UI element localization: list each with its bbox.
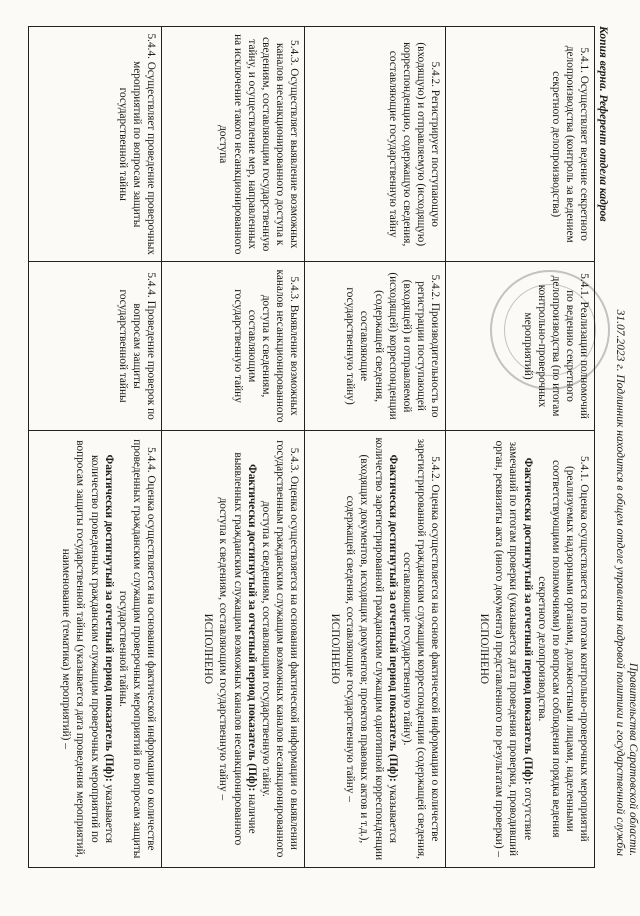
assessment-text: 5.4.2. Оценка осуществляется на основе фактической информации о количестве зарегистрированной гражданским служащим корреспонденции (содержащей сведения, составляющие государственную тайну). bbox=[400, 438, 441, 860]
table-row bbox=[305, 27, 446, 868]
assessment-cell bbox=[29, 430, 162, 867]
assessment-cell bbox=[446, 430, 595, 867]
indicator-text: наличие выявленных гражданским служащим возможных каналов несанкционированного доступа к сведениям, составляющим государственную тайну – bbox=[217, 452, 258, 846]
status-completed: ИСПОЛНЕНО bbox=[202, 613, 215, 685]
header-line-government: Правительства Саратовской области. bbox=[627, 662, 639, 856]
table-row bbox=[446, 27, 595, 868]
assessment-text: 5.4.1. Оценка осуществляется по итогам контрольно-проверочных мероприятий (реализуемых надзорными органами, должностными лицами, наделенными соответствующими полномочиями) по вопросам соблюдения порядка ведения секретного делопроизводства. bbox=[535, 455, 590, 842]
performance-indicators-table bbox=[28, 26, 595, 868]
header-line-original-location: 31.07.2023 г. Подлинник находится в общем отделе управления кадровой политики и государственной службы bbox=[614, 309, 626, 856]
table-row bbox=[29, 27, 162, 868]
criterion-cell: 5.4.2. Производительность по регистрации поступающей (входящей) и отправляемой (исходящей) корреспонденции (содержащей сведения, составляющие государственную тайну) bbox=[305, 262, 446, 430]
assessment-text: 5.4.3. Оценка осуществляется на основании фактической информации о выявлении государственным гражданским служащим возможных каналов несанкционированного доступа к сведениям, составляющим государственную тайну. bbox=[259, 440, 300, 858]
duty-cell: 5.4.1. Осуществляет ведение секретного делопроизводства (контроль за ведением секретного делопроизводства) bbox=[446, 27, 595, 262]
indicator-label: Фактически достигнутый за отчетный период показатель (Пф): bbox=[521, 457, 534, 785]
indicator-text: указывается количество зарегистрированной гражданским служащим однотипной корреспонденции (входящих документов, исходящих документов; проектов правовых актов и т.д.), содержащей сведения, составляющие государственную тайну – bbox=[344, 437, 399, 861]
rotated-document-page bbox=[0, 8, 640, 908]
certification-header bbox=[595, 8, 640, 908]
duty-cell: 5.4.4. Осуществляет проведение проверочных мероприятий по вопросам защиты государственной тайны bbox=[29, 27, 162, 262]
table-row bbox=[162, 27, 305, 868]
assessment-text: 5.4.4. Оценка осуществляется на основании фактической информации о количестве проведенных гражданским служащим проверочных мероприятий по вопросам защиты государственной тайны. bbox=[116, 439, 157, 859]
indicator-label: Фактически достигнутый за отчетный период показатель (Пф): bbox=[245, 464, 258, 792]
indicator-label: Фактически достигнутый за отчетный период показатель (Пф): bbox=[386, 454, 399, 782]
status-completed: ИСПОЛНЕНО bbox=[329, 613, 342, 685]
indicator-text: указывается количество проведенных гражданским служащим проверочных мероприятий по вопросам защиты государственной тайны (указывается дата проведения мероприятий, наименование (тематика) мероприятий) – bbox=[60, 440, 115, 858]
criterion-cell: 5.4.4. Проведение проверок по вопросам защиты государственной тайны bbox=[29, 262, 162, 430]
duty-cell: 5.4.3. Осуществляет выявление возможных каналов несанкционированного доступа к сведениям, составляющим государственную тайну, и осуществление мер, направленных на исключение такого несанкционированного доступа bbox=[162, 27, 305, 262]
indicator-text: отсутствие замечаний по итогам проверки (указывается дата проведения проверки, проводивший орган, реквизиты акта (иного документа) представленного по результатам проверки) – bbox=[493, 440, 534, 858]
header-line-certified-copy: Копия верна. Референт отдела кадров bbox=[597, 26, 609, 222]
status-completed: ИСПОЛНЕНО bbox=[478, 613, 491, 685]
indicator-label: Фактически достигнутый за отчетный период показатель (Пф): bbox=[102, 454, 115, 782]
criterion-cell: 5.4.3. Выявление возможных каналов несанкционированного доступа к сведениям, составляющим государственную тайну bbox=[162, 262, 305, 430]
assessment-cell bbox=[305, 430, 446, 867]
duty-cell: 5.4.2. Регистрирует поступающую (входящую) и отправляемую (исходящую) корреспонденцию, содержащую сведения, составляющие государственную тайну bbox=[305, 27, 446, 262]
criterion-cell: 5.4.1. Реализации полномочий по ведению секретного делопроизводства (по итогам контрольно-проверочных мероприятий) bbox=[446, 262, 595, 430]
assessment-cell bbox=[162, 430, 305, 867]
